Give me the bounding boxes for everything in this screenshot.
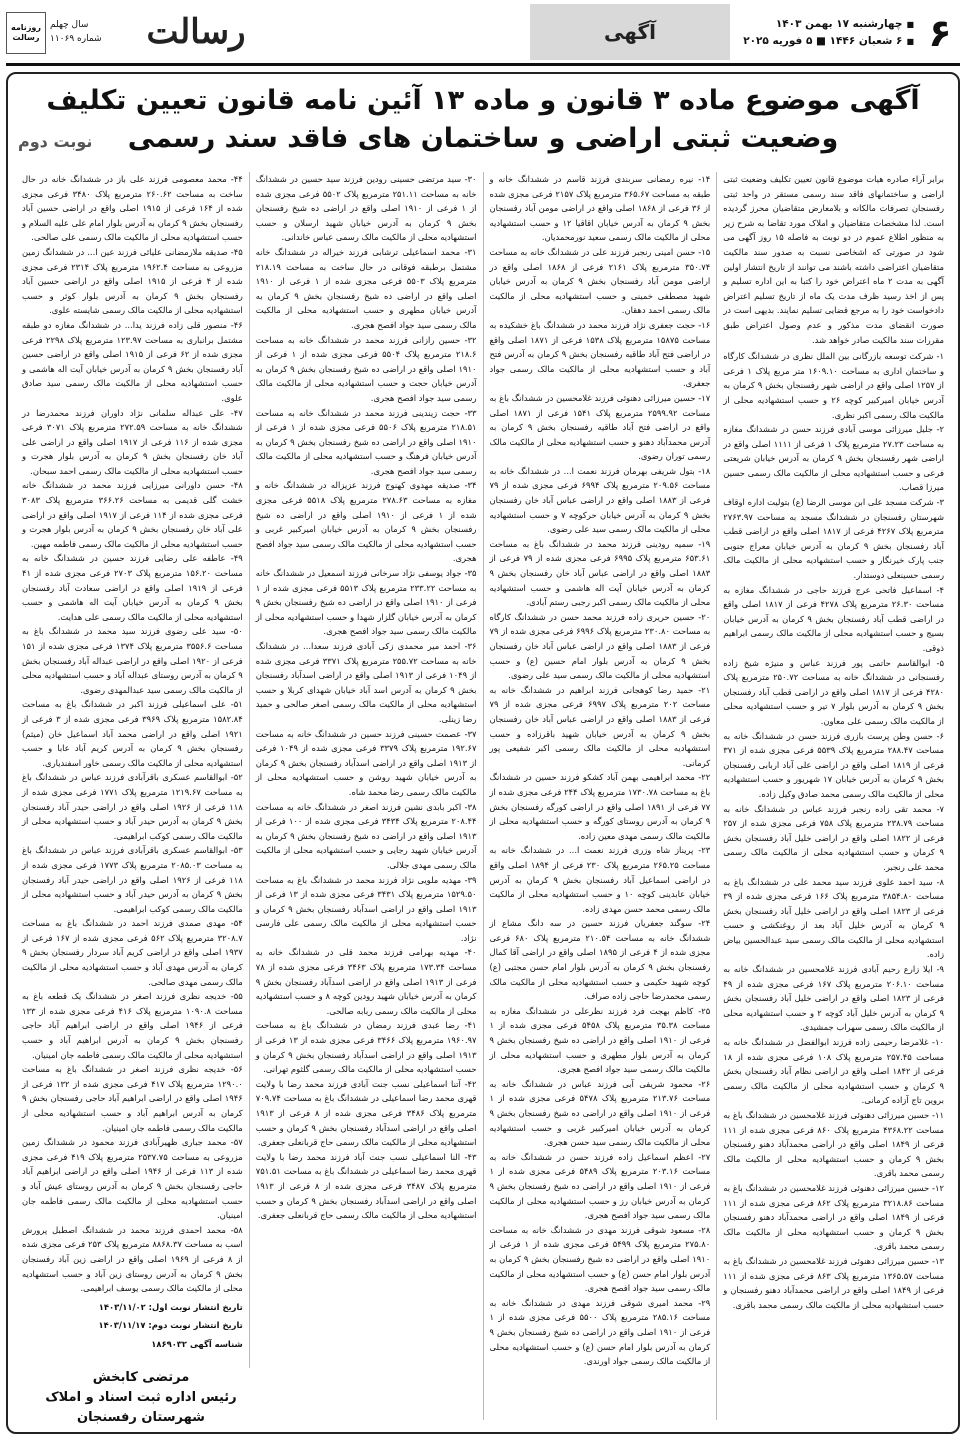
notice-entry: ۲- جلیل میرزائی موسی آبادی فرزند حسن در ششدانگ مغازه به مساحت ۲۷.۲۳ مترمربع پلاک ۱ فرعی از ۱۱۱۱ اصلی واقع در اراضی شهر رفسنجان بخش ۹ کرمان به آدرس خیابان شریعتی فرعی و حسب استشهادیه محلی از مالکیت مالک رسمی حسین میرزا قصاب. [723, 424, 944, 493]
notice-entry: ۵۳- ابوالقاسم عسکری باقرآبادی فرزند عباس در ششدانگ باغ به مساحت ۲۰۸۵.۰۳ مترمربع پلاک ۱۷۷۳ فرعی مجزی شده از ۱۱۸ فرعی از ۱۹۲۶ اصلی واقع در اراضی حیدر آباد رفسنجان بخش ۹ کرمان به آدرس حیدر آباد و حسب استشهادیه محلی از مالکیت مالک رسمی کوکب ابراهیمی. [22, 845, 243, 914]
notice-entry: ۴۱- رضا عبدی فرزند رمضان در ششدانگ باغ به مساحت ۱۹۶۰.۹۷ مترمربع پلاک ۳۴۶۶ فرعی مجزی شده از ۱۳ فرعی از ۱۹۱۳ اصلی واقع در اراضی اسدآباد رفسنجان بخش ۹ کرمان و حسب استشهادیه محلی از مالکیت مالک رسمی گلثوم تهرانی. [255, 1020, 477, 1075]
notice-entry: ۲۰- حسین حریری زاده فرزند محمد حسن در ششدانگ کارگاه به مساحت ۲۳۰.۸۰ مترمربع پلاک ۶۹۹۶ فرعی مجزی شده از ۷۹ فرعی از ۱۸۸۳ اصلی واقع در اراضی عباس آباد خان رفسنجان بخش ۹ کرمان به آدرس بلوار امام حسین (ع) و حسب استشهادیه محلی از مالکیت مالک رسمی سید علی رضوی. [489, 611, 711, 681]
masthead [6, 4, 960, 66]
notice-entry: ۱۴- نیره رمضانی سربندی فرزند قاسم در ششدانگ خانه و طبقه به مساحت ۳۶۵.۶۷ مترمربع پلاک ۲۱۵۷ فرعی مجزی شده از ۳۶ فرعی از ۱۸۶۸ اصلی واقع در اراضی مومن آباد رفسنجان بخش ۹ کرمان به آدرس خیابان اقاقیا ۱۲ و حسب استشهادیه محلی از مالکیت مالک رسمی سعید نورمحمدیان. [489, 174, 711, 243]
notice-entry: ۱۹- سمیه رودینی فرزند محمد در ششدانگ باغ به مساحت ۶۵۳.۶۱ مترمربع پلاک ۶۹۹۵ فرعی مجزی شده از ۷۹ فرعی از ۱۸۸۳ اصلی واقع در اراضی عباس آباد خان رفسنجان بخش ۹ کرمان به آدرس خیابان آیت اله هاشمی و حسب استشهادیه محلی از مالکیت مالک رسمی اکبر رجبی رستم آبادی. [489, 538, 711, 608]
notice-entry: ۲۷- اعظم اسماعیل زاده فرزند حسن در ششدانگ خانه به مساحت ۲۰۳.۱۶ مترمربع پلاک ۵۴۸۹ فرعی مجزی شده از ۱ فرعی از ۱۹۱۰ اصلی واقع در اراضی ده شیخ رفسنجان بخش ۹ کرمان به آدرس خیابان رز و حسب استشهادیه محلی از مالکیت مالک رسمی سید جواد افصح هجری. [489, 1151, 711, 1221]
notice-entry: ۴- اسماعیل فاتحی عرج فرزند حاجی در ششدانگ مغازه به مساحت ۲۶.۳۰ مترمربع پلاک ۴۲۷۸ فرعی از ۱۸۱۷ اصلی واقع در اراضی قطب آباد رفسنجان بخش ۹ کرمان به آدرس خیابان بسیج و حسب استشهادیه محلی از مالکیت مالک رسمی ابراهیم ذوقی. [723, 584, 945, 653]
notice-entry: ۴۶- منصور قلی زاده فرزند یدا... در ششدانگ مغازه دو طبقه مشتمل برانباری به مساحت ۱۲۳.۹۷ مترمربع پلاک ۲۲۹۸ فرعی مجزی شده از ۶۲ فرعی از ۱۹۱۵ اصلی واقع در اراضی حسین آباد رفسنجان بخش ۹ کرمان به آدرس خیابان آیت اله هاشمی و حسب استشهادیه محلی از مالکیت مالک رسمی سید صادق علوی. [22, 319, 243, 403]
notice-entry: ۹- ایلا زارع رحیم آبادی فرزند غلامحسین در ششدانگ خانه به مساحت ۲۰۶.۱۰ مترمربع پلاک ۱۶۷ فرعی مجزی شده از ۴۹ فرعی از ۱۸۲۳ اصلی واقع در اراضی خلیل آباد رفسنجان بخش ۹ کرمان به آدرس خلیل آباد کوچه ۲ و حسب استشهادیه محلی از مالکیت مالک رسمی سهراب جمشیدی. [723, 964, 945, 1033]
notice-entry: ۱۸- بتول شریفی بهرمان فرزند نعمت ا... در ششدانگ خانه به مساحت ۲۰۹.۵۶ مترمربع پلاک ۶۹۹۴ فرعی مجزی شده از ۷۹ فرعی از ۱۸۸۳ اصلی واقع در اراضی عباس آباد خان رفسنجان بخش ۹ کرمان به آدرس خیابان حرکوچه ۷ و حسب استشهادیه محلی از مالکیت مالک رسمی سید علی رضوی. [489, 465, 711, 535]
notice-entry: ۶- حسن وطن پرست بازری فرزند حسن در ششدانگ خانه به مساحت ۲۸۸.۴۷ مترمربع پلاک ۵۵۳۹ فرعی مجزی شده از ۳۷۱ فرعی از ۱۸۱۹ اصلی واقع در اراضی علی آباد اربابی رفسنجان بخش ۹ کرمان به آدرس خیابان ۱۷ شهریور و حسب استشهادیه محلی از مالکیت مالک رسمی محمد صادق وکیل زاده. [723, 730, 945, 799]
notice-entry: ۲۹- محمد امیری شوقی فرزند مهدی در ششدانگ خانه به مساحت ۲۸۵.۱۶ مترمربع پلاک ۵۵۰۰ فرعی مجزی شده از ۱ فرعی از ۱۹۱۰ اصلی واقع در اراضی ده شیخ رفسنجان بخش ۹ کرمان به آدرس بلوار امام حسن (ع) و حسب استشهادیه محلی از مالکیت مالک رسمی جواد اورندی. [489, 1297, 711, 1367]
signature-name: مرتضی کابخش [92, 1370, 190, 1385]
notice-entry: ۴۵- صدیقه ملارمضانی علیائی فرزند عین ا... در ششدانگ زمین مزروعی به مساحت ۱۹۶۲.۴ مترمربع پلاک ۲۳۱۴ فرعی مجزی شده از ۴ فرعی از ۱۹۱۵ اصلی واقع در اراضی حسین آباد رفسنجان بخش ۹ کرمان به آدرس بلوار کوثر و حسب استشهادیه محلی از مالکیت مالک رسمی شایسته علوی. [22, 246, 243, 316]
notice-entry: ۲۱- حمید رضا کوهجانی فرزند ابراهیم در ششدانگ خانه به مساحت ۲۰۲ مترمربع پلاک ۶۹۹۷ فرعی مجزی شده از ۷۹ فرعی از ۱۸۸۳ اصلی واقع در اراضی عباس آباد خان رفسنجان بخش ۹ کرمان به آدرس خیابان شهید باقرزاده و حسب استشهادیه محلی از مالکیت مالک رسمی اکبر شفیعی پور کرمانی. [489, 684, 711, 768]
signature-block [16, 1368, 266, 1428]
notice-entry: ۱۶- حجت جعفری نژاد فرزند محمد در ششدانگ باغ خشکیده به مساحت ۱۵۸۷۵ مترمربع پلاک ۱۵۳۸ فرعی از ۱۸۷۱ اصلی واقع در اراضی فتح آباد طاقیه رفسنجان بخش ۹ کرمان به آدرس فتح آباد و حسب استشهادیه محلی از مالکیت مالک رسمی جواد جعفری. [489, 319, 711, 389]
notice-entry: ۴۷- علی عبداله سلمانی نژاد داوران فرزند محمدرضا در ششدانگ خانه به مساحت ۲۷۲.۵۹ مترمربع پلاک ۳۰۷۱ فرعی مجزی شده از ۱۱۶ فرعی از ۱۹۱۷ اصلی واقع در اراضی علی آباد خان رفسنجان بخش ۹ کرمان به آدرس بلوار هجرت و حسب استشهادیه محلی از مالکیت مالک رسمی احمد سبحان. [22, 407, 243, 476]
notice-entry: ۳۶- احمد میر محمدی زکی آبادی فرزند سعدا... در ششدانگ خانه به مساحت ۲۵۵.۷۲ مترمربع پلاک ۳۳۷۱ فرعی مجزی شده از ۱۰۴۹ فرعی از ۱۹۱۳ اصلی واقع در اراضی اسدآباد رفسنجان بخش ۹ کرمان به آدرس اسد آباد خیابان شهدای کربلا و حسب استشهادیه محلی از مالکیت مالک رسمی اصغر صالحی و حمید رضا زینلی. [255, 641, 477, 724]
notice-entry: ۵۸- محمد احمدی فرزند محمد در ششدانگ اصطبل پرورش اسب به مساحت ۸۸۶۸.۳۷ مترمربع پلاک ۲۵۳ فرعی مجزی شده از ۸ فرعی از ۱۹۶۹ اصلی واقع در اراضی زین آباد رفسنجان بخش ۹ کرمان به آدرس روستای زین آباد و حسب استشهادیه محلی از مالکیت مالک رسمی یوسف ابراهیمی. [22, 1224, 243, 1294]
section-label: آگهی [530, 4, 730, 60]
notice-entry: ۱۳- حسین میرزائی دهنوئی فرزند غلامحسین در ششدانگ باغ به مساحت ۱۳۶۵.۵۷ مترمربع پلاک ۸۶۳ فرعی مجزی شده از ۱۱۱ فرعی از ۱۸۴۹ اصلی واقع در اراضی محمدآباد دهنو رفسنجان و حسب استشهادیه محلی از مالکیت مالک رسمی محمد باقری. [723, 1255, 945, 1310]
notice-entry: ۵۶- خدیجه نظری فرزند اصغر در ششدانگ باغ به مساحت ۱۲۹۰.۰ مترمربع پلاک ۴۱۷ فرعی مجزی شده از ۱۳۲ فرعی از ۱۹۴۶ اصلی واقع در اراضی ابراهیم آباد حاجی رفسنجان بخش ۹ کرمان به آدرس ابراهیم آباد و حسب استشهادیه محلی از مالکیت مالک رسمی فاطمه جان امینیان. [22, 1064, 243, 1133]
notice-entry: ۷- محمد تقی زاده رنجبر فرزند عباس در ششدانگ خانه به مساحت ۲۳۸.۷۹ مترمربع پلاک ۷۵۸ فرعی مجزی شده از ۲۵۷ فرعی از ۱۸۲۲ اصلی واقع در اراضی خلیل آباد رفسنجان بخش ۹ کرمان و حسب استشهادیه محلی از مالکیت مالک رسمی محمد علی رنجبر. [723, 803, 945, 872]
column-3 [250, 172, 484, 1420]
notice-intro: برابر آراء صادره هیات موضوع قانون تعیین تکلیف وضعیت ثبتی اراضی و ساختمانهای فاقد سند رسمی مستقر در واحد ثبتی رفسنجان تصرفات مالکانه و بلامعارض متقاضیان محرز گردیده است. لذا مشخصات متقاضیان و املاک مورد تقاضا به شرح زیر به منظور اطلاع عموم در دو نوبت به فاصله ۱۵ روز آگهی می شود در صورتی که اشخاصی نسبت به صدور سند مالکیت متقاضیان اعتراضی داشته باشند می توانند از تاریخ انتشار اولین آگهی به مدت ۲ ماه اعتراض خود را کتبا به این اداره تسلیم و پس از اخذ رسید ظرف مدت یک ماه از تاریخ تسلیم اعتراض دادخواست خود را به مرجع قضایی تسلیم نمایند. بدیهی است در صورت انقضای مدت مذکور و عدم وصول اعتراض طبق مقررات سند مالکیت صادر خواهد شد. [723, 174, 945, 345]
issue-date-1: تاریخ انتشار نوبت اول: ۱۴۰۳/۱۱/۰۲ [98, 1301, 243, 1312]
notice-entry: ۴۹- عاطفه علی رضایی فرزند حسین در ششدانگ خانه به مساحت ۱۵۶.۲۰ مترمربع پلاک ۲۷۰۳ فرعی مجزی شده از ۴۱ فرعی از ۱۹۱۹ اصلی واقع در اراضی سعادت آباد رفسنجان بخش ۹ کرمان به آدرس خیابان آیت اله هاشمی و حسب استشهادیه محلی از مالکیت مالک رسمی علی هدایت. [22, 553, 243, 622]
column-2 [484, 172, 718, 1420]
page-number: ۶ [928, 11, 952, 55]
notice-entry: ۵۵- خدیجه نظری فرزند اصغر در ششدانگ یک قطعه باغ به مساحت ۱۰۹۰.۸ مترمربع پلاک ۴۱۶ فرعی مجزی شده از ۱۳۳ فرعی از ۱۹۴۶ اصلی واقع در اراضی ابراهیم آباد حاجی رفسنجان بخش ۹ کرمان به آدرس ابراهیم آباد و حسب استشهادیه محلی از مالکیت مالک رسمی فاطمه جان امینیان. [22, 991, 243, 1060]
notice-entry: ۳۱- محمد اسماعیلی ترشابی فرزند خیراله در ششدانگ خانه مشتمل برطبقه فوقانی در حال ساخت به مساحت ۲۱۸.۱۹ مترمربع پلاک ۵۵۰۳ فرعی مجزی شده از ۱ فرعی از ۱۹۱۰ اصلی واقع در اراضی ده شیخ رفسنجان بخش ۹ کرمان به آدرس خیابان مطهری و حسب استشهادیه محلی از مالکیت مالک رسمی سید جواد افصح هجری. [255, 246, 477, 330]
notice-entry: ۱۷- حسین میرزائی دهنوئی فرزند غلامحسین در ششدانگ باغ به مساحت ۲۵۹۹.۹۲ مترمربع پلاک ۱۵۴۱ فرعی از ۱۸۷۱ اصلی واقع در اراضی فتح آباد طاقیه رفسنجان بخش ۹ کرمان به آدرس محمدآباد دهنو و حسب استشهادیه محلی از مالکیت مالک رسمی توران رضوی. [489, 392, 711, 462]
issue-block [46, 4, 116, 63]
notice-entry: ۱۵- حسن امینی رنجبر فرزند علی در ششدانگ خانه به مساحت ۳۵۰.۷۴ مترمربع پلاک ۲۱۶۱ فرعی از ۱۸۶۸ اصلی واقع در اراضی مومن آباد رفسنجان بخش ۹ کرمان به آدرس خیابان شهید مصطفی خمینی و حسب استشهادیه محلی از مالکیت مالک رسمی احمد دهقان. [489, 246, 711, 316]
notice-entry: ۴۲- آتنا اسماعیلی نسب جنت آبادی فرزند محمد رضا با ولایت قهری محمد رضا اسماعیلی در ششدانگ باغ به مساحت ۷۰۹.۷۴ مترمربع پلاک ۳۴۸۶ فرعی مجزی شده از ۸ فرعی از ۱۹۱۳ اصلی واقع در اراضی اسدآباد رفسنجان بخش ۹ کرمان و حسب استشهادیه محلی از مالکیت مالک رسمی حاج قربانعلی جعفری. [255, 1078, 477, 1148]
newspaper-logo: رسالت [146, 12, 246, 52]
notice-entry: ۳۵- جواد یوسفی نژاد سرخانی فرزند اسمعیل در ششدانگ خانه به مساحت ۲۳۳.۲۲ مترمربع پلاک ۵۵۱۳ فرعی مجزی شده از ۱ فرعی از ۱۹۱۰ اصلی واقع در اراضی ده شیخ رفسنجان بخش ۹ کرمان به آدرس خیابان گلزار شهدا و حسب استشهادیه محلی از مالکیت مالک رسمی سید جواد افصح هجری. [255, 568, 477, 637]
notice-entry: ۵۱- علی اسماعیلی فرزند اکبر در ششدانگ باغ به مساحت ۱۵۸۲.۸۴ مترمربع پلاک ۳۹۶۹ فرعی مجزی شده از ۳ فرعی از ۱۹۲۱ اصلی واقع در اراضی محمد آباد اسماعیل خان (میثم) رفسنجان بخش ۹ کرمان به آدرس کریم آباد عابا و حسب استشهادیه محلی از مالکیت مالک رسمی خاور اسفندیاری. [22, 699, 243, 768]
notice-entry: ۳۸- اکبر بابدی نشین فرزند اصغر در ششدانگ خانه به مساحت ۲۰۸.۴۴ مترمربع پلاک ۳۴۳۴ فرعی مجزی شده از ۱۰۰ فرعی از ۱۹۱۳ اصلی واقع در اراضی ده شیخ رفسنجان بخش ۹ کرمان به آدرس خیابان شهید رجایی و حسب استشهادیه محلی از مالکیت مالک رسمی مهدی جلالی. [255, 801, 477, 870]
notice-entry: ۱- شرکت توسعه بازرگانی بین الملل نظری در ششدانگ کارگاه و ساختمان اداری به مساحت ۱۶۰۹.۱۰ متر مربع پلاک ۱ فرعی از ۱۲۵۷ اصلی واقع در اراضی شهر رفسنجان بخش ۹ کرمان به آدرس خیابان امیرکبیر کوچه ۲۶ و حسب استشهادیه محلی از مالکیت مالک رسمی اکبر نظری. [723, 351, 944, 420]
notice-entry: ۱۰- غلامرضا رحیمی زاده فرزند ابوالفضل در ششدانگ خانه به مساحت ۲۵۷.۴۵ مترمربع پلاک ۱۰۸ فرعی مجزی شده از ۱۸ فرعی از ۱۸۴۲ اصلی واقع در اراضی نظام آباد رفسنجان بخش ۹ کرمان و حسب استشهادیه محلی از مالکیت مالک رسمی بروین تاج آزاده کرمانی. [723, 1037, 945, 1106]
notice-entry: ۳- شرکت مسجد علی ابن موسی الرضا (ع) بتولیت اداره اوقاف شهرستان رفسنجان در ششدانگ مسجد به مساحت ۲۷۶۳.۹۷ مترمربع پلاک ۴۲۶۷ فرعی از ۱۸۱۷ اصلی واقع در اراضی قطب آباد رفسنجان بخش ۹ کرمان به آدرس خیابان معراج جنوبی جنب پارک خیرنگار و حسب استشهادیه محلی از مالکیت مالک رسمی حسینعلی دوستدار. [723, 497, 944, 581]
notice-entry: ۲۶- محمود شریفی آبی فرزند عباس در ششدانگ خانه به مساحت ۲۱۳.۷۶ مترمربع پلاک ۵۴۷۸ فرعی مجزی شده از ۱ فرعی از ۱۹۱۰ اصلی واقع در اراضی ده شیخ رفسنجان بخش ۹ کرمان به آدرس خیابان امیرکبیر غربی و حسب استشهادیه محلی از مالکیت مالک رسمی سید حسن هجری. [489, 1078, 711, 1148]
notice-entry: ۲۲- محمد ابراهیمی بهمن آباد کشکو فرزند حسین در ششدانگ باغ به مساحت ۱۷۳۰.۷۸ مترمربع پلاک ۲۴۴ فرعی مجزی شده از ۷۷ فرعی از ۱۸۹۱ اصلی واقع در اراضی کورگه رفسنجان بخش ۹ کرمان به آدرس روستای کورگه و حسب استشهادیه محلی از مالکیت مالک رسمی مهدی معین زاده. [489, 772, 711, 841]
notice-frame [6, 72, 960, 1434]
date-line-2: ■ ۶ شعبان ۱۴۴۶ ■ ۵ فوریه ۲۰۲۵ [730, 33, 914, 50]
notice-entry: ۴۴- محمد معصومی فرزند علی باز در ششدانگ خانه در حال ساخت به مساحت ۲۶۰.۶۲ مترمربع پلاک ۳۴۸۰ فرعی مجزی شده از ۱۶۴ فرعی از ۱۹۱۵ اصلی واقع در اراضی حسین آباد رفسنجان بخش ۹ کرمان به آدرس بلوار امام علی علیه السلام و حسب استشهادیه محلی از مالکیت مالک رسمی علی صالحی. [22, 174, 243, 243]
notice-entry: ۵۰- سید علی رضوی فرزند سید محمد در ششدانگ باغ به مساحت ۳۵۵۶.۶ مترمربع پلاک ۱۳۷۴ فرعی مجزی شده از ۱۵۱ فرعی از ۱۹۲۰ اصلی واقع در اراضی عبداله آباد رفسنجان بخش ۹ کرمان به آدرس روستای عبداله آباد و حسب استشهادیه محلی از مالکیت مالک رسمی سید عبدالمهدی رضوی. [22, 626, 243, 695]
notice-entry: ۳۴- صدیقه مهدوی کهنوج فرزند عزیزاله در ششدانگ خانه و مغازه به مساحت ۲۷۸.۶۳ مترمربع پلاک ۵۵۱۸ فرعی مجزی شده از ۱ فرعی از ۱۹۱۰ اصلی واقع در اراضی ده شیخ رفسنجان بخش ۹ کرمان به آدرس خیابان امیرکبیر غربی و حسب استشهادیه محلی از مالکیت مالک رسمی سید جواد افصح هجری. [255, 480, 477, 564]
notice-entry: ۳۳- حجت زیندینی فرزند محمد در ششدانگ خانه به مساحت ۲۱۸.۵۱ مترمربع پلاک ۵۵۰۶ فرعی مجزی شده از ۱ فرعی از ۱۹۱۰ اصلی واقع در اراضی ده شیخ رفسنجان بخش ۹ کرمان به آدرس خیابان فرهنگ و حسب استشهادیه محلی از مالکیت مالک رسمی سید جواد افصح هجری. [255, 407, 477, 476]
column-4 [16, 172, 250, 1420]
notice-entry: ۵۷- محمد جباری ظهیرآبادی فرزند محمود در ششدانگ زمین مزروعی به مساحت ۲۵۳۷.۷۵ مترمربع پلاک ۴۱۹ فرعی مجزی شده از ۱۱۳ فرعی از ۱۹۴۶ اصلی واقع در اراضی ابراهیم آباد حاجی رفسنجان بخش ۹ کرمان به آدرس روستای عیش آباد و حسب استشهادیه محلی از مالکیت مالک رسمی فاطمه جان امینیان. [22, 1137, 243, 1221]
notice-entry: ۳۰- سید مرتضی حسینی رودین فرزند سید حسین در ششدانگ خانه به مساحت ۲۵۱.۱۱ مترمربع پلاک ۵۵۰۲ فرعی مجزی شده از ۱ فرعی از ۱۹۱۰ اصلی واقع در اراضی ده شیخ رفسنجان بخش ۹ کرمان به آدرس خیابان شهید ارسلان و حسب استشهادیه محلی از مالکیت مالک رسمی عباس خاندانی. [255, 174, 477, 243]
date-block [730, 4, 920, 63]
mini-logo: روزنامه رسالت [6, 12, 46, 54]
notice-entry: ۳۷- عصمت حسینی فرزند حسین در ششدانگ خانه به مساحت ۱۹۲.۶۷ مترمربع پلاک ۳۳۷۹ فرعی مجزی شده از ۱۰۴۹ فرعی از ۱۹۱۳ اصلی واقع در اراضی اسدآباد رفسنجان بخش ۹ کرمان به آدرس خیابان شهید روشن و حسب استشهادیه محلی از مالکیت مالک رسمی رضا محمد شاه. [255, 728, 477, 797]
notice-entry: ۸- سید احمد علوی فرزند سید محمد علی در ششدانگ باغ به مساحت ۳۸۵۴.۸۰ مترمربع پلاک ۱۶۶ فرعی مجزی شده از ۳۹ فرعی از ۱۸۲۳ اصلی واقع در اراضی خلیل آباد رفسنجان بخش ۹ کرمان به آدرس خلیل آباد بعد از روغنکشی و حسب استشهادیه محلی از مالکیت مالک رسمی سید عبدالحسین بیاض زاده. [723, 876, 945, 960]
notice-entry: ۲۵- کاظم بهجت فرد فرزند نظرعلی در ششدانگ مغازه به مساحت ۳۵.۳۸ مترمربع پلاک ۵۴۵۸ فرعی مجزی شده از ۱ فرعی از ۱۹۱۰ اصلی واقع در اراضی ده شیخ رفسنجان بخش ۹ کرمان به آدرس بلوار مطهری و حسب استشهادیه محلی از مالکیت مالک رسمی سید جواد افصح هجری. [489, 1005, 711, 1075]
notice-entry: ۵- ابوالقاسم حاتمی پور فرزند عباس و منیژه شیخ زاده رفسنجانی در ششدانگ خانه به مساحت ۲۵۰.۷۲ مترمربع پلاک ۴۲۸۰ فرعی از ۱۸۱۷ اصلی واقع در اراضی قطب آباد رفسنجان بخش ۹ کرمان به آدرس بلوار ۷ تیر و حسب استشهادیه محلی از مالکیت مالک رسمی علی معاون. [723, 657, 944, 726]
column-1 [717, 172, 950, 1420]
notice-columns [16, 172, 950, 1420]
notice-entry: ۱۱- حسین میرزائی دهنوئی فرزند غلامحسین در ششدانگ باغ به مساحت ۴۳۶۸.۲۲ مترمربع پلاک ۸۶۰ فرعی مجزی شده از ۱۱۱ فرعی از ۱۸۴۹ اصلی واقع در اراضی محمدآباد دهنو رفسنجان بخش ۹ کرمان و حسب استشهادیه محلی از مالکیت مالک رسمی محمد باقری. [723, 1110, 945, 1179]
issue-date-2: تاریخ انتشار نوبت دوم: ۱۴۰۳/۱۱/۱۷ [98, 1320, 243, 1331]
publication-turn: نوبت دوم [18, 132, 93, 151]
notice-headline: آگهی موضوع ماده ۳ قانون و ماده ۱۳ آئین نامه قانون تعیین تکلیف وضعیت ثبتی اراضی و ساختمان های فاقد سند رسمی [46, 85, 920, 154]
notice-entry: ۲۳- پریناز شاه وزری فرزند نعمت ا... در ششدانگ خانه به مساحت ۲۶۵.۲۵ مترمربع پلاک ۲۳۰ فرعی از ۱۸۹۴ اصلی واقع در اراضی اسماعیل آباد رفسنجان بخش ۹ کرمان به آدرس خیابان عابدینی کوچه ۱۰ و حسب استشهادیه محلی از مالکیت مالک رسمی محمد حسن مهدی زاده. [489, 845, 711, 914]
notice-entry: ۴۳- النا اسماعیلی نسب جنت آباد فرزند محمد رضا با ولایت قهری محمد رضا اسماعیلی در ششدانگ باغ به مساحت ۷۵۱.۵۱ مترمربع پلاک ۳۴۸۷ فرعی مجزی شده از ۸ فرعی از ۱۹۱۳ اصلی واقع در اراضی اسدآباد رفسنجان بخش ۹ کرمان و حسب استشهادیه محلی از مالکیت مالک رسمی حاج قربانعلی جعفری. [255, 1151, 477, 1221]
notice-entry: ۲۸- مسعود شوقی فرزند مهدی در ششدانگ خانه به مساحت ۲۷۵.۸۰ مترمربع پلاک ۵۴۹۹ فرعی مجزی شده از ۱ فرعی از ۱۹۱۰ اصلی واقع در اراضی ده شیخ رفسنجان بخش ۹ کرمان به آدرس بلوار امام حسن (ع) و حسب استشهادیه محلی از مالکیت مالک رسمی سید جواد افصح هجری. [489, 1224, 711, 1294]
notice-entry: ۳۲- حسین رازانی فرزند محمد در ششدانگ خانه به مساحت ۲۱۸.۶ مترمربع پلاک ۵۵۰۴ فرعی مجزی شده از ۱ فرعی از ۱۹۱۰ اصلی واقع در اراضی ده شیخ رفسنجان بخش ۹ کرمان به آدرس خیابان حجت و حسب استشهادیه محلی از مالکیت مالک رسمی سید جواد افصح هجری. [255, 334, 477, 403]
notice-id: شناسه آگهی ۱۸۶۹۰۳۲ [151, 1338, 243, 1349]
notice-entry: ۴۸- حسن داورانی میرزایی فرزند محمد در ششدانگ خانه خشت گلی قدیمی به مساحت ۳۶۶.۲۶ مترمربع پلاک ۳۰۸۳ فرعی مجزی شده از ۱۱۴ فرعی از ۱۹۱۷ اصلی واقع در اراضی علی آباد خان رفسنجان بخش ۹ کرمان به آدرس بلوار هجرت و حسب استشهادیه محلی از مالکیت مالک رسمی فاطمه مهین. [22, 480, 243, 549]
notice-entry: ۲۴- سوگند جعفریان فرزند حسین در سه دانگ مشاع از ششدانگ خانه به مساحت ۲۱۰.۵۴ مترمربع پلاک ۶۸۰ فرعی مجزی شده از ۴ فرعی از ۱۸۹۵ اصلی واقع در اراضی آقا کمال رفسنجان بخش ۹ کرمان به آدرس بلوار امام حسن مجتبی (ع) کوچه شهید حکیمی و حسب استشهادیه محلی از مالکیت مالک رسمی محمدرضا حاجی زاده صراف. [489, 918, 711, 1002]
notice-entry: ۴۰- مهدیه بهرامی فرزند محمد قلی در ششدانگ خانه به مساحت ۱۷۳.۳۴ مترمربع پلاک ۳۴۶۳ فرعی مجزی شده از ۷۸ فرعی از ۱۹۱۳ اصلی واقع در اراضی اسدآباد رفسنجان بخش ۹ کرمان به آدرس خیابان شهید رودین کوچه ۸ و حسب استشهادیه محلی از مالکیت مالک رسمی ربابه صالحی. [255, 947, 477, 1016]
signature-title: رئیس اداره ثبت اسناد و املاک شهرستان رفسنجان [45, 1390, 237, 1425]
issue-line-1: سال چهلم [50, 20, 89, 30]
notice-entry: ۱۲- حسین میرزائی دهنوئی فرزند غلامحسین در ششدانگ باغ به مساحت ۳۲۱۸.۸۶ مترمربع پلاک ۸۶۲ فرعی مجزی شده از ۱۱۱ فرعی از ۱۸۴۹ اصلی واقع در اراضی محمدآباد دهنو رفسنجان بخش ۹ کرمان و حسب استشهادیه محلی از مالکیت مالک رسمی محمد باقری. [723, 1182, 945, 1252]
date-line-1: ■ چهارشنبه ۱۷ بهمن ۱۴۰۳ [730, 16, 914, 33]
notice-entry: ۵۴- مهدی صمدی فرزند احمد در ششدانگ باغ به مساحت ۳۲۰۸.۷ مترمربع پلاک ۵۶۲ فرعی مجزی شده از ۱۶۷ فرعی از ۱۹۳۷ اصلی واقع در اراضی کریم آباد سردار رفسنجان بخش ۹ کرمان به آدرس مهدی آباد و حسب استشهادیه محلی از مالکیت مالک رسمی مهدی صالحی. [22, 918, 243, 987]
notice-entry: ۵۲- ابوالقاسم عسکری باقرآبادی فرزند عباس در ششدانگ باغ به مساحت ۱۲۱۹.۶۷ مترمربع پلاک ۱۷۷۱ فرعی مجزی شده از ۱۱۸ فرعی از ۱۹۲۶ اصلی واقع در اراضی حیدر آباد رفسنجان بخش ۹ کرمان به آدرس حیدر آباد و حسب استشهادیه محلی از مالکیت مالک رسمی کوکب ابراهیمی. [22, 772, 243, 841]
issue-line-2: شماره ۱۱۰۶۹ [50, 34, 102, 44]
notice-entry: ۳۹- مهدیه ملویی نژاد فرزند محمد در ششدانگ باغ به مساحت ۱۵۲۹.۵۰ مترمربع پلاک ۳۴۳۱ فرعی مجزی شده از ۱۳ فرعی از ۱۹۱۳ اصلی واقع در اراضی اسدآباد رفسنجان بخش ۹ کرمان و حسب استشهادیه محلی از مالکیت مالک رسمی علی فارسی نژاد. [255, 874, 477, 943]
